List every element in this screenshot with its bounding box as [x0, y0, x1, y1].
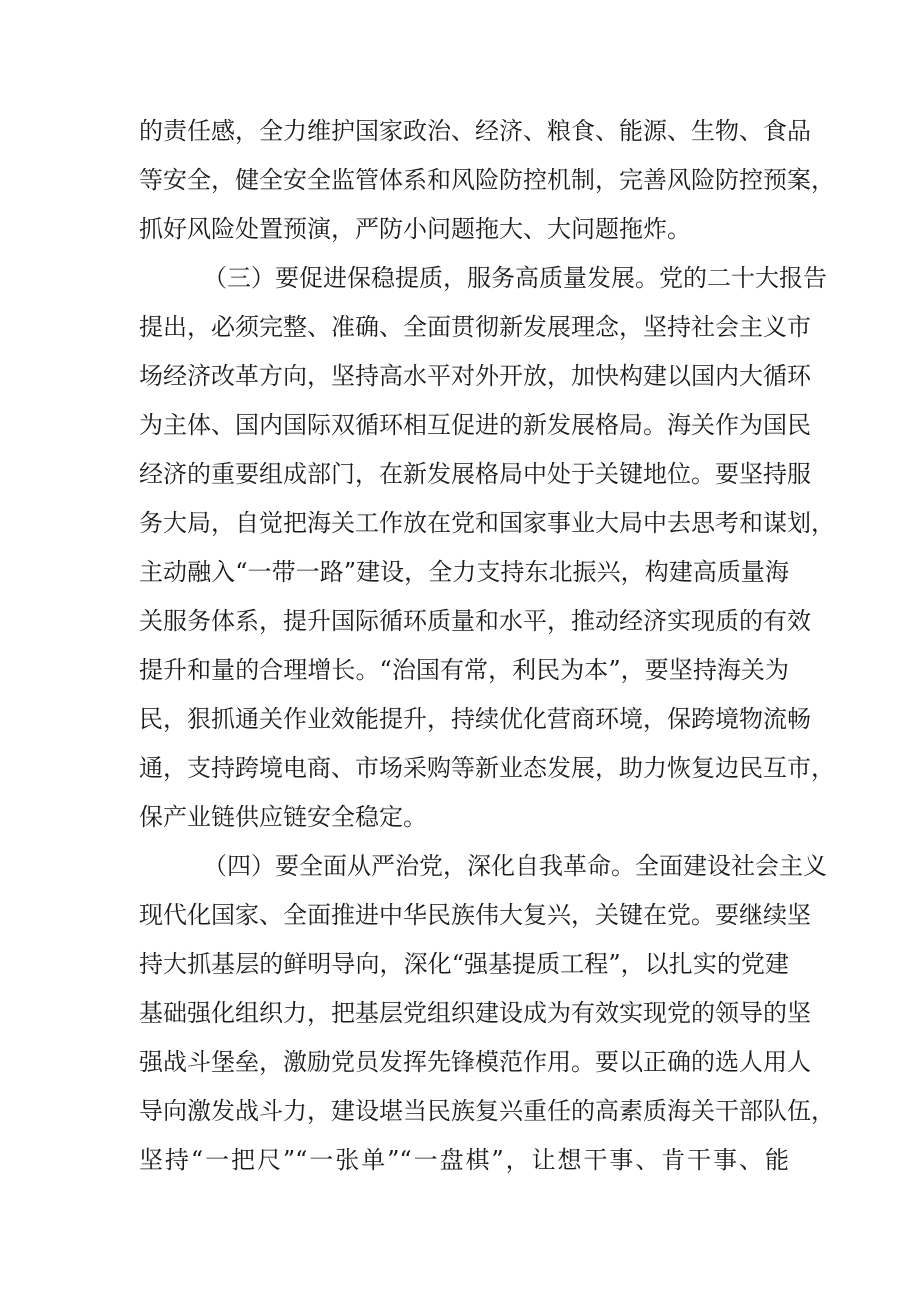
text-line: 经济的重要组成部门，在新发展格局中处于关键地位。要坚持服	[139, 460, 811, 488]
text-line: 民，狠抓通关作业效能提升，持续优化营商环境，保跨境物流畅	[139, 705, 811, 733]
paragraph-heading-line: （四）要全面从严治党，深化自我革命。全面建设社会主义	[203, 852, 827, 880]
text-line: 提出，必须完整、准确、全面贯彻新发展理念，坚持社会主义市	[139, 313, 811, 341]
text-line: 保产业链供应链安全稳定。	[139, 803, 427, 831]
text-line: 场经济改革方向，坚持高水平对外开放，加快构建以国内大循环	[139, 362, 811, 390]
text-line: 为主体、国内国际双循环相互促进的新发展格局。海关作为国民	[139, 411, 811, 439]
text-line: 务大局，自觉把海关工作放在党和国家事业大局中去思考和谋划，	[139, 509, 835, 537]
text-line: 坚持“一把尺”“一张单”“一盘棋”，让想干事、肯干事、能	[139, 1146, 789, 1174]
text-line: 强战斗堡垒，激励党员发挥先锋模范作用。要以正确的选人用人	[139, 1048, 811, 1076]
text-line: 抓好风险处置预演，严防小问题拖大、大问题拖炸。	[139, 215, 691, 243]
text-line: 持大抓基层的鲜明导向，深化“强基提质工程”，以扎实的党建	[139, 950, 789, 978]
text-line: 提升和量的合理增长。“治国有常，利民为本”，要坚持海关为	[139, 656, 789, 684]
text-line: 的责任感，全力维护国家政治、经济、粮食、能源、生物、食品	[139, 117, 811, 145]
text-line: 等安全，健全安全监管体系和风险防控机制，完善风险防控预案，	[139, 166, 835, 194]
text-line: 基础强化组织力，把基层党组织建设成为有效实现党的领导的坚	[139, 999, 811, 1027]
text-line: 通，支持跨境电商、市场采购等新业态发展，助力恢复边民互市，	[139, 754, 835, 782]
text-line: 现代化国家、全面推进中华民族伟大复兴，关键在党。要继续坚	[139, 901, 811, 929]
text-line: 导向激发战斗力，建设堪当民族复兴重任的高素质海关干部队伍，	[139, 1097, 835, 1125]
text-line: 关服务体系，提升国际循环质量和水平，推动经济实现质的有效	[139, 607, 811, 635]
paragraph-heading-line: （三）要促进保稳提质，服务高质量发展。党的二十大报告	[203, 264, 827, 292]
text-line: 主动融入“一带一路”建设，全力支持东北振兴，构建高质量海	[139, 558, 789, 586]
